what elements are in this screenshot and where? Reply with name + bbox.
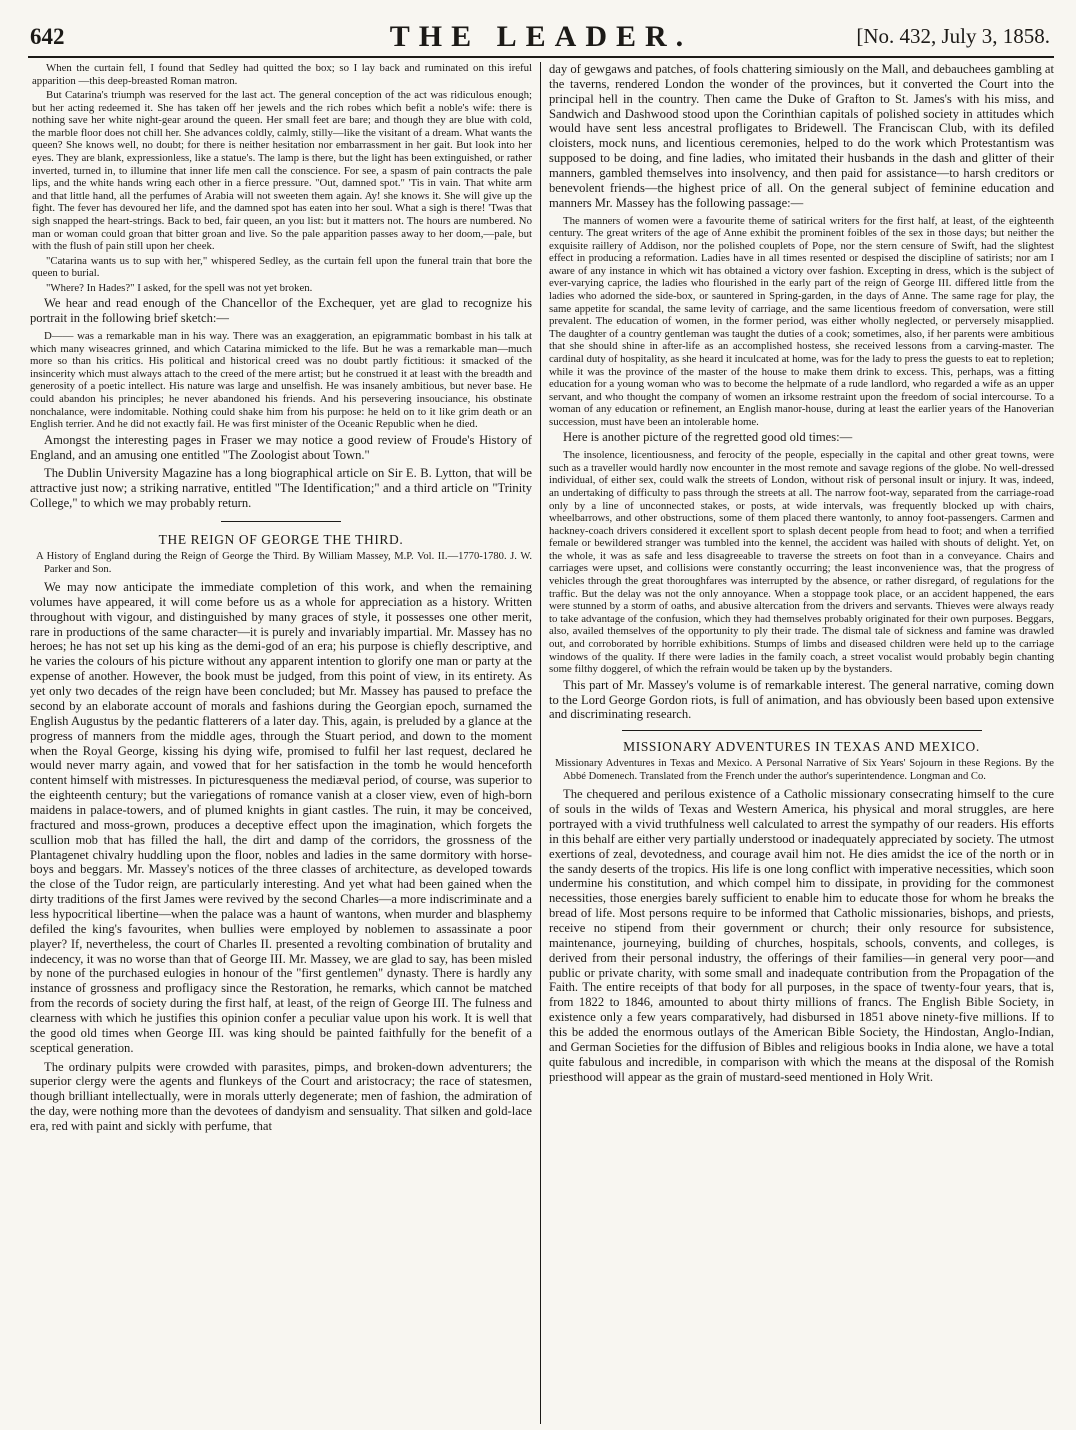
left-column (28, 62, 541, 1424)
missionary-paragraph: The chequered and perilous existence of a Catholic missionary consecrating himself to the cure of souls in the wilds of Texas and Western America, his physical and moral struggles, are here portrayed with a vivid truthfulness well calculated to arrest the sympathy of our readers. His efforts in this behalf are either very partially understood or inadequately appreciated by society. The utmost exertions of zeal, devotedness, and courage avail him not. He dies amidst the ice of the north or in the sandy deserts of the tropics. His life is one long conflict with imperative necessities, which soon undermine his constitution, and which compel him to dissipate, in providing for the commonest necessities, those energies barely sufficient to enable him to educate those for whom he breaks the bread of life. Most persons require to be informed that Catholic missionaries, bishops, and priests, receive no stipend from their government or church; their only resource for subsistence, maintenance, journeying, building of churches, hospitals, schools, convents, and colleges, is derived from their personal industry, the offerings of their families—in general very poor—and public or private charity, with some small and inadequate contribution from the Propagation of the Faith. The entire receipts of that body for all purposes, in the space of twenty-four years, that is, from 1822 to 1846, amounted to about thirty millions of francs. The English Bible Society, in existence only a few years comparatively, had disbursed in 1851 above ninety-five millions. If to this be added the enormous outlays of the American Bible Society, the Hindostan, Anglo-Indian, and German Societies for the diffusion of Bibles and religious books in India alone, we have a total quite fabulous and incredible, in comparison with which the means at the disposal of the Romish priesthood will appear as the grain of mustard-seed mentioned in Holy Writ. (549, 787, 1054, 1084)
issue-date: [No. 432, July 3, 1858. (856, 24, 1050, 48)
right-column (541, 62, 1054, 1424)
opening-extract (30, 62, 532, 294)
remarkable-interest-paragraph: This part of Mr. Massey's volume is of remarkable interest. The general narrative, coming down to the Lord George Gordon riots, is full of animation, and has obviously been based upon extensive and discriminating research. (549, 677, 1054, 722)
extract-manners: The manners of women were a favourite theme of satirical writers for the first half, at least, of the eighteenth century. The great writers of the age of Anne exhibit the prominent foibles of the sex in those days; but neither the exquisite raillery of Addison, nor the polished couplets of Pope, nor the stern censure of Swift, had the slightest effect in producing a reformation. Ladies have in all times resented or despised the discipline of satirists; nor am I aware of any instance in which wit has obtained a victory over fashion. Excepting in dress, which is the subject of ever-varying caprice, the ladies who flourished in the early part of the reign of George III. differed little from the ladies who adorned the side-box, or sauntered in Spring-garden, in the days of Anne. The same rage for play, the same appetite for scandal, the same levity of carriage, and the same licentious freedom of conversation, were still prevalent. The education of women, in the former period, was either wholly neglected, or perversely misapplied. The daughter of a country gentleman was taught the duties of a cook; sometimes, also, if her parents were ambitious that she should shine in after-life as an accomplished hostess, she received lessons from a carving-master. The cardinal duty of hospitality, as she heard it inculcated at home, was for the lady to press the guests to eat to repletion; while it was the province of the master of the house to make them drink to excess. This, perhaps, was a fitting education for a young woman who was to become the helpmate of a rude landlord, who regarded a wife as an upper servant, and who thought the company of women an irksome restraint upon the freedom of social intercourse. To a woman of any education or refinement, an English manor-house, during at least the earlier years of the Hanoverian succession, must have been an intolerable home. (549, 214, 1054, 428)
opening-paragraph: But Catarina's triumph was reserved for the last act. The general conception of the act was ridiculous enough; but her acting redeemed it. She has taken off her jewels and the rich robes which befit a noble's wife: there is nothing save her white night-gear around the queen. Her small feet are bare; and though they are blue with cold, the marble floor does not chill her. She advances coldly, calmly, stilly—like the visitant of a dream. What wants the queen? She knows well, no doubt; for there is neither hesitation nor embarrassment in her gait. But look into her eyes. They are blank, expressionless, like a statue's. The lamp is there, but the light has been extinguished, or rather inverted, turned in, to illumine that inner life men call the conscience. For see, a spasm of pain contracts the pale lips, and the white hands wring each other in a fierce pressure. "Out, damned spot." 'Tis in vain. That white arm and that little hand, all the perfumes of Arabia will not sweeten them again. Ay! she knows it. She will give up the fight. The fever has devoured her life, and the damned spot has eaten into her soul. What a sigh is there! 'Twas that sigh snapped the heart-strings. Back to bed, fair queen, an you list: but it matters not. The hours are numbered. No man or woman could groan that bitter groan and live. So the pale apparition passes away to her doom,—pale, but with the flush of pain still upon her cheek. (32, 89, 532, 253)
missionary-book-info: Missionary Adventures in Texas and Mexico. A Personal Narrative of Six Years' Sojourn in these Regions. By the Abbé Domenech. Translated from the French under the author's superintendence. Longman and Co. (555, 758, 1054, 782)
columns (28, 62, 1054, 1424)
review-paragraph: The ordinary pulpits were crowded with parasites, pimps, and broken-down adventurers; the superior clergy were the agents and flunkeys of the Court and aristocracy; the race of statesmen, though brilliant intellectually, were in morals utterly degenerate; men of fashion, the admiration of the day, were nothing more than the devotees of dandyism and sensuality. That silken and gold-lace era, red with paint and sickly with perfume, that (30, 1059, 532, 1133)
review-book-info: A History of England during the Reign of George the Third. By William Massey, M.P. Vol. II.—1770-1780. J. W. Parker and Son. (36, 551, 532, 575)
chancellor-intro: We hear and read enough of the Chancellor of the Exchequer, yet are glad to recognize his portrait in the following brief sketch:— (30, 296, 532, 326)
another-picture-intro: Here is another picture of the regretted good old times:— (563, 430, 853, 445)
dublin-note: The Dublin University Magazine has a long biographical article on Sir E. B. Lytton, that will be attractive just now; a striking narrative, entitled "The Identification;" and a third article on "Trinity College," to which we may probably return. (30, 466, 532, 511)
section-divider (221, 521, 341, 522)
opening-paragraph: "Where? In Hades?" I asked, for the spell was not yet broken. (46, 281, 313, 294)
section-divider (622, 730, 982, 731)
page-number: 642 (30, 24, 65, 49)
opening-paragraph: When the curtain fell, I found that Sedley had quitted the box; so I lay back and ruminated on this ireful apparition —this deep-breasted Roman matron. (32, 62, 532, 87)
chancellor-sketch: D—— was a remarkable man in his way. There was an exaggeration, an epigrammatic bombast in his talk at which many wiseacres grinned, and which Catarina mimicked to the life. But he was a remarkable man—much more so than his critics. His political and historical creed was no doubt partly fictitious: it smacked of the insincerity which must always attach to the creed of the mere artist; but he construed it at least with the breadth and generosity of a poetic intellect. His nature was large and unselfish. He was insanely ambitious, but never base. He could abandon his principles; he never abandoned his friends. And his persevering insouciance, his obstinate nonchalance, were indomitable. Nothing could shake him from his purpose: he held on to it like grim death or an English terrier. And he did not exactly fail. He was first minister of the Oceanic Republic when he died. (30, 330, 532, 431)
masthead (28, 18, 1054, 58)
newspaper-title: THE LEADER. (389, 20, 693, 53)
missionary-heading: MISSIONARY ADVENTURES IN TEXAS AND MEXICO. (623, 739, 980, 755)
continuation-paragraph: day of gewgaws and patches, of fools chattering simiously on the Mall, and debauchees gambling at the taverns, rendered London the wonder of the provinces, but it converted the Court into the principal hell in the country. Then came the Duke of Grafton to St. James's with his miss, and Sandwich and Dashwood stood upon the Corinthian capitals of polished society in attitudes which would have sent less ancestral profligates to Bridewell. The Franciscan Club, with its defiled cloisters, mock nuns, and licentious ceremonies, helped to do the work which Protestantism was supposed to be doing, and fine ladies, who imitated their husbands in the dash and glitter of their manners, gambled themselves into insolvency, and then paid for assistance—to harsh creditors or benevolent friends—the highest price of all. On the general subject of feminine education and manners Mr. Massey has the following passage:— (549, 62, 1054, 210)
review-heading: THE REIGN OF GEORGE THE THIRD. (158, 532, 404, 548)
extract-streets: The insolence, licentiousness, and ferocity of the people, especially in the capital and other great towns, were such as a traveller would hardly now encounter in the most remote and savage regions of the globe. No well-dressed individual, of either sex, could walk the streets of London, without risk of personal insult or injury. It was, indeed, an undertaking of difficulty to pass through the streets at all. The narrow foot-way, separated from the carriage-road only by a line of unconnected stakes, or posts, at wide intervals, was frequently blocked up with chairs, wheelbarrows, and other obstructions, some of them placed there wantonly, to annoy foot-passengers. Carmen and hackney-coach drivers considered it excellent sport to splash decent people from head to foot; and when a terrified female or bewildered stranger was tumbled into the kennel, the accident was hailed with shouts of delight. Yet, on the whole, it was as safe and less disagreeable to traverse the streets on foot than in a conveyance. Chairs and carriages were upset, and collisions were constantly occurring; the least inconvenience was, that the progress of vehicles through the great thoroughfares was interrupted by the absence, or rather disregard, of regulations for the traffic. But the delay was not the only annoyance. When a stoppage took place, or an accident happened, the ears were stunned by a storm of oaths, and abusive altercation from the drivers and servants. Thieves were always ready to take advantage of the confusion, which they had themselves probably originated for their own purposes. Beggars, also, availed themselves of the opportunity to ply their trade. The dismal tale of sickness and famine was drawled out, and corroborated by horrible exhibitions. Stumps of limbs and diseased children were held up to the carriage windows of the quality. If there were ladies in the family coach, a street vocalist would probably begin chanting some filthy doggerel, of which the refrain would be taken up by the bystanders. (549, 449, 1054, 676)
review-paragraph: We may now anticipate the immediate completion of this work, and when the remaining volumes have appeared, it will come before us as a whole for appreciation as a history. Written throughout with vigour, and distinguished by many graces of style, it possesses one other merit, rare in productions of the same character—it is purely and invariably impartial. Mr. Massey has no heroes; he has not set up his king as the demi-god of an era; his purpose is chiefly descriptive, and he varies the colours of his picture without any apparent intention to glorify one man or party at the expense of another. However, the book must be judged, from this point of view, in its entirety. As yet only two decades of the reign have been concluded; but Mr. Massey has paused to preface the second by an elaborate account of morals and fashions during the Georgian epoch, surnamed the English Augustus by the pedantic flatterers of a later day. This, again, is preluded by a glance at the progress of manners from the middle ages, through the Stuart period, and down to the moment when the Royal George, kissing his dying wife, promised to fulfil her last request, declared he would never marry again, and vowed that for her satisfaction in the tomb he would henceforth content himself with mistresses. In picturesqueness the mediæval period, of course, was superior to the eighteenth century; but the variegations of romance vanish at a closer view, even of high-born maidens in palace-towers, and of plumed knights in giant castles. The ruin, it may be conceived, fractured and moss-grown, produces a deceptive effect upon the imagination, which forgets the scullion mob that has filled the hall, the dirt and damp of the corridors, the grossness of the Plantagenet chivalry huddling upon the floor, nobles and ladies in the same dormitory with horse-boys and beggars. Mr. Massey's notices of the three classes of architecture, as developed towards the close of the Tudor reign, are particularly interesting. And yet what had been gained when the dirty traditions of the first James were revived by the second Charles—a more indiscriminate and a less hypocritical libertine—when the palace was a haunt of wantons, when murder and blasphemy defiled the king's favourites, when bullies were employed by noblemen to assassinate a poor player? If, nevertheless, the court of Charles II. presented a revolting combination of brutality and indecency, it was no worse than that of George III. Mr. Massey, we are glad to say, has been misled by none of the purchased eulogies in honour of the "first gentlemen" dynasty. There is hardly any instance of grossness and profligacy since the Restoration, he remarks, which cannot be matched from the records of society during the first half, at least, of the reign of George III. The fulness and clearness with which he justifies this opinion confer a peculiar value upon his work. It is well that the good old times when George III. was king should be painted faithfully for the benefit of a sceptical generation. (30, 580, 532, 1055)
fraser-note: Amongst the interesting pages in Fraser we may notice a good review of Froude's History of England, and an amusing one entitled "The Zoologist about Town." (30, 432, 532, 462)
opening-paragraph: "Catarina wants us to sup with her," whispered Sedley, as the curtain fell upon the funeral train that bore the queen to burial. (32, 254, 532, 280)
